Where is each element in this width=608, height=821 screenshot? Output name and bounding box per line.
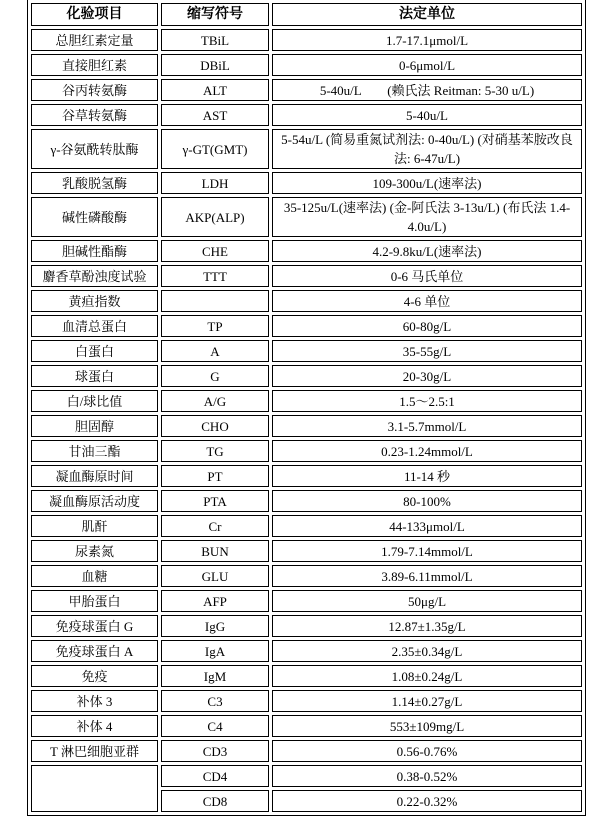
cell-abbr: TP [161,315,269,337]
cell-abbr: IgA [161,640,269,662]
cell-abbr: CD4 [161,765,269,787]
cell-item: 白蛋白 [31,340,158,362]
table-row [31,615,582,637]
cell-unit: 12.87±1.35g/L [272,615,582,637]
table-row [31,465,582,487]
cell-item: 胆固醇 [31,415,158,437]
cell-abbr: CHO [161,415,269,437]
table-row [31,665,582,687]
cell-abbr: IgG [161,615,269,637]
cell-item: 总胆红素定量 [31,29,158,51]
cell-item: 血糖 [31,565,158,587]
table-row [31,340,582,362]
cell-unit: 0.23-1.24mmol/L [272,440,582,462]
cell-item: T 淋巴细胞亚群 [31,740,158,762]
table-row [31,540,582,562]
cell-abbr: DBiL [161,54,269,76]
table-row [31,515,582,537]
cell-unit: 35-55g/L [272,340,582,362]
cell-item: 黄疸指数 [31,290,158,312]
cell-unit: 1.5～2.5:1 [272,390,582,412]
cell-abbr: IgM [161,665,269,687]
cell-unit: 2.35±0.34g/L [272,640,582,662]
cell-item: 甲胎蛋白 [31,590,158,612]
cell-unit: 4.2-9.8ku/L(速率法) [272,240,582,262]
cell-abbr: CD3 [161,740,269,762]
table-row [31,265,582,287]
cell-abbr [161,290,269,312]
table-row [31,640,582,662]
cell-unit: 0.22-0.32% [272,790,582,812]
cell-abbr: TTT [161,265,269,287]
cell-unit: 60-80g/L [272,315,582,337]
table-row [31,765,582,787]
cell-unit: 1.08±0.24g/L [272,665,582,687]
cell-item-empty [31,765,158,812]
cell-unit: 11-14 秒 [272,465,582,487]
table-row [31,365,582,387]
cell-unit: 20-30g/L [272,365,582,387]
table-row [31,54,582,76]
cell-unit: 5-40u/L [272,104,582,126]
cell-abbr: AFP [161,590,269,612]
cell-item: 血清总蛋白 [31,315,158,337]
cell-item: 免疫球蛋白 A [31,640,158,662]
cell-abbr: PTA [161,490,269,512]
cell-item: 补体 3 [31,690,158,712]
cell-abbr: Cr [161,515,269,537]
cell-abbr: C4 [161,715,269,737]
cell-item: 直接胆红素 [31,54,158,76]
cell-item: 胆碱性酯酶 [31,240,158,262]
cell-item: 尿素氮 [31,540,158,562]
cell-item: 乳酸脱氢酶 [31,172,158,194]
cell-item: 球蛋白 [31,365,158,387]
cell-item: 麝香草酚浊度试验 [31,265,158,287]
cell-item: 免疫球蛋白 G [31,615,158,637]
table-row [31,104,582,126]
table-row [31,715,582,737]
cell-unit: 1.7-17.1μmol/L [272,29,582,51]
cell-abbr: A/G [161,390,269,412]
table-row [31,690,582,712]
cell-item: 碱性磷酸酶 [31,197,158,237]
cell-unit: 0-6μmol/L [272,54,582,76]
cell-unit: 1.14±0.27g/L [272,690,582,712]
table-row [31,129,582,169]
table-row [31,740,582,762]
cell-abbr: CHE [161,240,269,262]
table-row [31,490,582,512]
cell-unit: 5-54u/L (简易重氮试剂法: 0-40u/L) (对硝基苯胺改良法: 6-47u/L) [272,129,582,169]
table-row [31,440,582,462]
table-row [31,390,582,412]
cell-abbr: TBiL [161,29,269,51]
cell-abbr: PT [161,465,269,487]
cell-abbr: LDH [161,172,269,194]
cell-unit: 0-6 马氏单位 [272,265,582,287]
table-row [31,79,582,101]
cell-abbr: BUN [161,540,269,562]
cell-item: 补体 4 [31,715,158,737]
cell-unit: 553±109mg/L [272,715,582,737]
cell-abbr: AKP(ALP) [161,197,269,237]
cell-unit: 50μg/L [272,590,582,612]
table-row [31,29,582,51]
table-header-row [31,3,582,26]
header-unit: 法定单位 [272,3,582,26]
table-row [31,415,582,437]
cell-unit: 3.1-5.7mmol/L [272,415,582,437]
cell-abbr: C3 [161,690,269,712]
cell-unit: 4-6 单位 [272,290,582,312]
table-row [31,290,582,312]
cell-unit: 3.89-6.11mmol/L [272,565,582,587]
table-row [31,240,582,262]
cell-abbr: A [161,340,269,362]
cell-abbr: CD8 [161,790,269,812]
cell-unit: 35-125u/L(速率法) (金-阿氏法 3-13u/L) (布氏法 1.4-4.0u/L) [272,197,582,237]
cell-unit: 44-133μmol/L [272,515,582,537]
cell-unit: 5-40u/L (赖氏法 Reitman: 5-30 u/L) [272,79,582,101]
cell-abbr: TG [161,440,269,462]
cell-unit: 0.38-0.52% [272,765,582,787]
table-row [31,590,582,612]
cell-item: 甘油三酯 [31,440,158,462]
cell-unit: 109-300u/L(速率法) [272,172,582,194]
cell-item: 谷草转氨酶 [31,104,158,126]
lab-reference-table-frame [27,0,586,816]
cell-abbr: γ-GT(GMT) [161,129,269,169]
cell-abbr: ALT [161,79,269,101]
cell-item: 谷丙转氨酶 [31,79,158,101]
cell-unit: 80-100% [272,490,582,512]
header-item: 化验项目 [31,3,158,26]
table-row [31,315,582,337]
table-row [31,565,582,587]
table-row [31,172,582,194]
cell-abbr: GLU [161,565,269,587]
cell-item: 白/球比值 [31,390,158,412]
header-abbr: 缩写符号 [161,3,269,26]
cell-item: 肌酐 [31,515,158,537]
cell-item: 免疫 [31,665,158,687]
cell-abbr: AST [161,104,269,126]
table-row [31,197,582,237]
cell-abbr: G [161,365,269,387]
cell-item: 凝血酶原活动度 [31,490,158,512]
cell-item: γ-谷氨酰转肽酶 [31,129,158,169]
cell-unit: 1.79-7.14mmol/L [272,540,582,562]
cell-unit: 0.56-0.76% [272,740,582,762]
cell-item: 凝血酶原时间 [31,465,158,487]
lab-reference-table [28,0,585,815]
